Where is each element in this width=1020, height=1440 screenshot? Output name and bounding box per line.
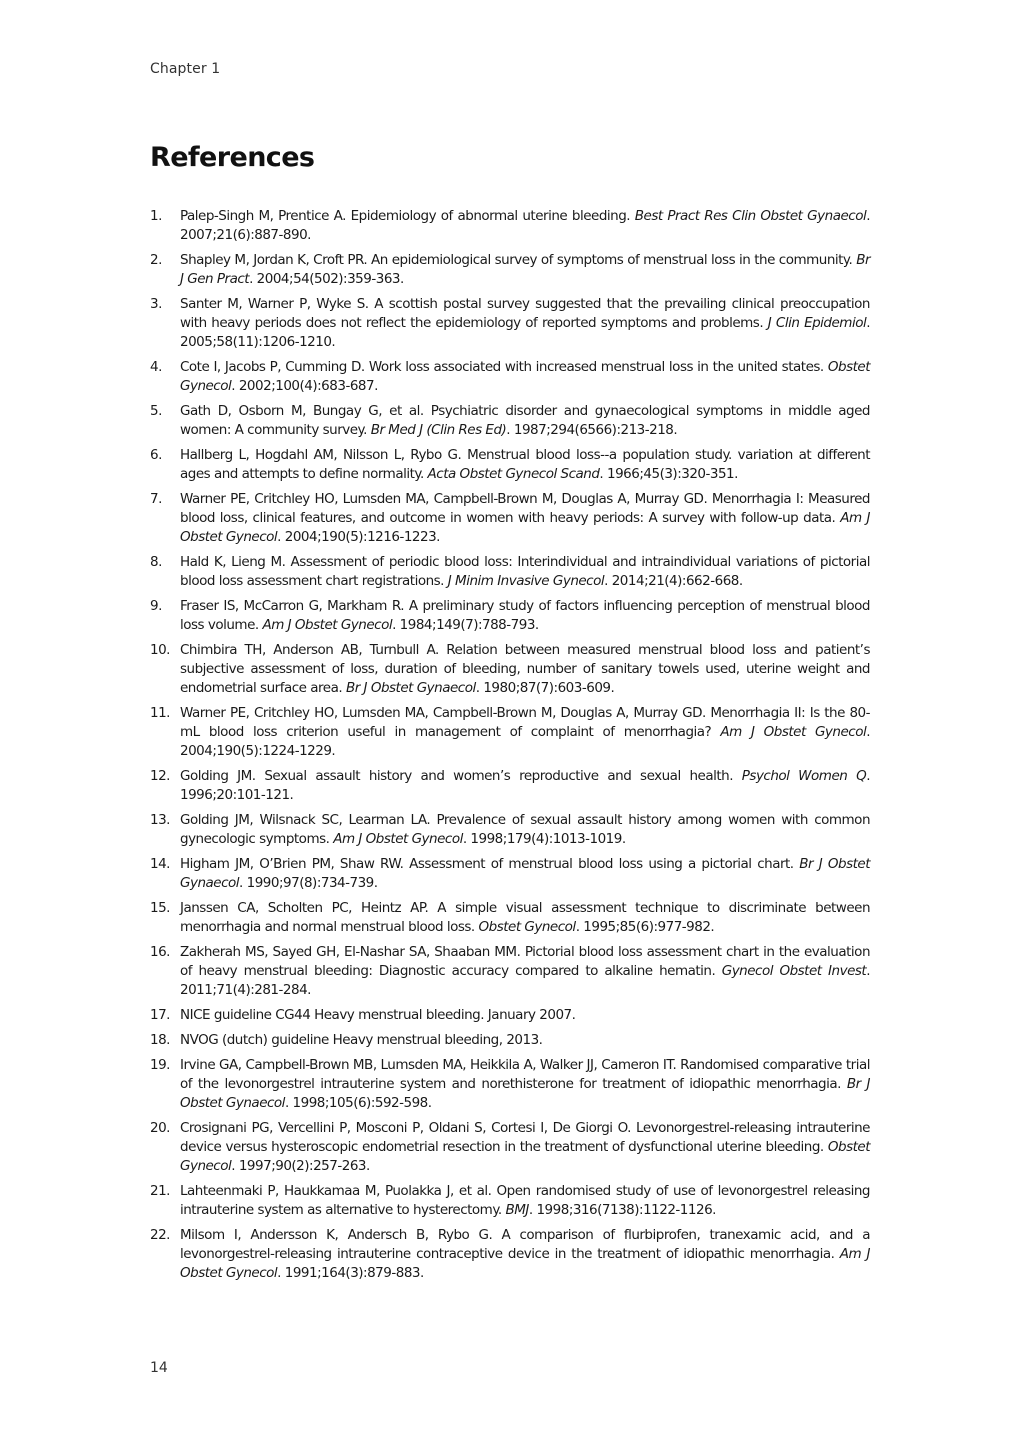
reference-text <box>180 1226 870 1283</box>
reference-text <box>180 811 870 849</box>
reference-volume-pages: . 1995;85(6):977-982. <box>575 919 715 935</box>
reference-text <box>180 490 870 547</box>
reference-citation: Golding JM, Wilsnack SC, Learman LA. Prevalence of sexual assault history among women with common gynecologic symptoms. <box>180 812 870 847</box>
reference-journal: Br J Gen Pract <box>180 252 870 287</box>
reference-text <box>180 207 870 245</box>
reference-item <box>150 597 870 635</box>
reference-number: 18. <box>150 1032 170 1048</box>
reference-number: 11. <box>150 705 170 721</box>
reference-journal: Acta Obstet Gynecol Scand <box>427 466 600 482</box>
reference-text <box>180 899 870 937</box>
reference-number: 1. <box>150 208 162 224</box>
reference-item <box>150 704 870 761</box>
reference-number: 12. <box>150 768 170 784</box>
reference-citation: NVOG (dutch) guideline Heavy menstrual bleeding, 2013. <box>180 1032 543 1048</box>
reference-text <box>180 295 870 352</box>
reference-citation: Janssen CA, Scholten PC, Heintz AP. A simple visual assessment technique to discriminate between menorrhagia and normal menstrual blood loss. <box>180 900 870 935</box>
reference-number: 13. <box>150 812 170 828</box>
reference-citation: Santer M, Warner P, Wyke S. A scottish postal survey suggested that the prevailing clinical preoccupation with heavy periods does not reflect the epidemiology of reported symptoms and problems. <box>180 296 870 331</box>
reference-volume-pages: . 1966;45(3):320-351. <box>599 466 738 482</box>
reference-text <box>180 597 870 635</box>
reference-volume-pages: . 1980;87(7):603-609. <box>475 680 615 696</box>
reference-journal: Best Pract Res Clin Obstet Gynaecol <box>634 208 867 224</box>
reference-text <box>180 358 870 396</box>
reference-volume-pages: . 1990;97(8):734-739. <box>239 875 378 891</box>
page-number: 14 <box>150 1360 168 1376</box>
reference-volume-pages: . 1998;105(6):592-598. <box>284 1095 432 1111</box>
reference-number: 2. <box>150 252 162 268</box>
reference-volume-pages: . 2014;21(4):662-668. <box>604 573 743 589</box>
reference-journal: Psychol Women Q <box>741 768 867 784</box>
reference-number: 14. <box>150 856 170 872</box>
reference-citation: Golding JM. Sexual assault history and women’s reproductive and sexual health. <box>180 768 742 784</box>
reference-volume-pages: . 1998;179(4):1013-1019. <box>462 831 626 847</box>
reference-number: 10. <box>150 642 170 658</box>
reference-journal: BMJ <box>505 1202 529 1218</box>
reference-volume-pages: . 2002;100(4):683-687. <box>231 378 378 394</box>
reference-text <box>180 1056 870 1113</box>
reference-volume-pages: . 2004;54(502):359-363. <box>249 271 404 287</box>
reference-number: 16. <box>150 944 170 960</box>
reference-journal: Gynecol Obstet Invest <box>721 963 867 979</box>
reference-number: 9. <box>150 598 162 614</box>
reference-number: 17. <box>150 1007 170 1023</box>
reference-citation: Warner PE, Critchley HO, Lumsden MA, Campbell-Brown M, Douglas A, Murray GD. Menorrhagia I: Measured blood loss, clinical features, and outcome in women with heavy periods: A survey with follow-up data. <box>180 491 870 526</box>
reference-volume-pages: . 1984;149(7):788-793. <box>392 617 539 633</box>
reference-text <box>180 767 870 805</box>
reference-volume-pages: . 2007;21(6):887-890. <box>180 208 870 243</box>
reference-journal: J Clin Epidemiol <box>767 315 867 331</box>
reference-volume-pages: . 1991;164(3):879-883. <box>277 1265 424 1281</box>
reference-text <box>180 1182 870 1220</box>
reference-journal: Am J Obstet Gynecol <box>262 617 393 633</box>
reference-number: 5. <box>150 403 162 419</box>
reference-journal: Br J Obstet Gynaecol <box>180 1076 870 1111</box>
reference-text <box>180 446 870 484</box>
reference-number: 4. <box>150 359 162 375</box>
reference-journal: Am J Obstet Gynecol <box>720 724 867 740</box>
reference-volume-pages: . 1998;316(7138):1122-1126. <box>528 1202 716 1218</box>
reference-item <box>150 641 870 698</box>
reference-item <box>150 1119 870 1176</box>
reference-number: 15. <box>150 900 170 916</box>
reference-text <box>180 943 870 1000</box>
section-title: References <box>150 142 315 173</box>
reference-journal: Am J Obstet Gynecol <box>333 831 463 847</box>
reference-item <box>150 358 870 396</box>
reference-citation: Lahteenmaki P, Haukkamaa M, Puolakka J, et al. Open randomised study of use of levonorgestrel releasing intrauterine system as alternative to hysterectomy. <box>180 1183 870 1218</box>
reference-item <box>150 402 870 440</box>
reference-citation: Warner PE, Critchley HO, Lumsden MA, Campbell-Brown M, Douglas A, Murray GD. Menorrhagia II: Is the 80-mL blood loss criterion useful in management of complaint of menorrhagia? <box>180 705 870 740</box>
reference-volume-pages: . 1987;294(6566):213-218. <box>506 422 678 438</box>
reference-item <box>150 811 870 849</box>
reference-journal: Br J Obstet Gynaecol <box>345 680 476 696</box>
reference-item <box>150 943 870 1000</box>
reference-list <box>150 207 870 1289</box>
reference-journal: Obstet Gynecol <box>180 359 870 394</box>
reference-number: 8. <box>150 554 162 570</box>
reference-journal: J Minim Invasive Gynecol <box>447 573 605 589</box>
reference-item <box>150 1182 870 1220</box>
reference-citation: Fraser IS, McCarron G, Markham R. A preliminary study of factors influencing perception of menstrual blood loss volume. <box>180 598 870 633</box>
running-head: Chapter 1 <box>150 61 221 77</box>
reference-citation: Milsom I, Andersson K, Andersch B, Rybo G. A comparison of flurbiprofen, tranexamic acid, and a levonorgestrel-releasing intrauterine contraceptive device in the treatment of idiopathic menorrhagia. <box>180 1227 870 1262</box>
reference-citation: Chimbira TH, Anderson AB, Turnbull A. Relation between measured menstrual blood loss and patient’s subjective assessment of loss, duration of bleeding, number of sanitary towels used, uterine weight and endometrial surface area. <box>180 642 870 696</box>
reference-journal: Am J Obstet Gynecol <box>180 510 870 545</box>
reference-text <box>180 402 870 440</box>
reference-item <box>150 490 870 547</box>
reference-item <box>150 1006 870 1025</box>
reference-item <box>150 767 870 805</box>
reference-number: 21. <box>150 1183 170 1199</box>
reference-citation: Shapley M, Jordan K, Croft PR. An epidemiological survey of symptoms of menstrual loss in the community. <box>180 252 857 268</box>
reference-item <box>150 446 870 484</box>
reference-journal: Br Med J (Clin Res Ed) <box>370 422 507 438</box>
reference-citation: Irvine GA, Campbell-Brown MB, Lumsden MA, Heikkila A, Walker JJ, Cameron IT. Randomised comparative trial of the levonorgestrel intrauterine system and norethisterone for treatment of idiopathic menorrhagia. <box>180 1057 870 1092</box>
reference-journal: Am J Obstet Gynecol <box>180 1246 870 1281</box>
reference-item <box>150 553 870 591</box>
reference-number: 19. <box>150 1057 170 1073</box>
reference-citation: Gath D, Osborn M, Bungay G, et al. Psychiatric disorder and gynaecological symptoms in middle aged women: A community survey. <box>180 403 870 438</box>
reference-citation: Hallberg L, Hogdahl AM, Nilsson L, Rybo G. Menstrual blood loss--a population study. variation at different ages and attempts to define normality. <box>180 447 870 482</box>
reference-item <box>150 1056 870 1113</box>
reference-citation: Cote I, Jacobs P, Cumming D. Work loss associated with increased menstrual loss in the united states. <box>180 359 828 375</box>
reference-number: 22. <box>150 1227 170 1243</box>
reference-number: 6. <box>150 447 162 463</box>
reference-text <box>180 704 870 761</box>
reference-text <box>180 641 870 698</box>
reference-volume-pages: . 1997;90(2):257-263. <box>231 1158 370 1174</box>
reference-journal: Obstet Gynecol <box>478 919 576 935</box>
reference-volume-pages: . 1996;20:101-121. <box>180 768 870 803</box>
reference-item <box>150 207 870 245</box>
reference-journal: Br J Obstet Gynaecol <box>180 856 871 891</box>
reference-volume-pages: . 2004;190(5):1216-1223. <box>277 529 440 545</box>
reference-citation: Hald K, Lieng M. Assessment of periodic blood loss: Interindividual and intraindividual variations of pictorial blood loss assessment chart registrations. <box>180 554 870 589</box>
reference-item <box>150 855 870 893</box>
reference-volume-pages: . 2004;190(5):1224-1229. <box>180 724 871 759</box>
reference-text <box>180 1006 870 1025</box>
reference-citation: Zakherah MS, Sayed GH, El-Nashar SA, Shaaban MM. Pictorial blood loss assessment chart in the evaluation of heavy menstrual bleeding: Diagnostic accuracy compared to alkaline hematin. <box>180 944 870 979</box>
reference-citation: NICE guideline CG44 Heavy menstrual bleeding. January 2007. <box>180 1007 576 1023</box>
reference-item <box>150 1031 870 1050</box>
reference-text <box>180 1119 870 1176</box>
reference-number: 20. <box>150 1120 170 1136</box>
reference-text <box>180 1031 870 1050</box>
reference-item <box>150 1226 870 1283</box>
reference-number: 7. <box>150 491 162 507</box>
reference-journal: Obstet Gynecol <box>180 1139 870 1174</box>
reference-text <box>180 251 870 289</box>
reference-number: 3. <box>150 296 162 312</box>
reference-item <box>150 295 870 352</box>
reference-item <box>150 899 870 937</box>
reference-volume-pages: . 2011;71(4):281-284. <box>180 963 871 998</box>
reference-item <box>150 251 870 289</box>
reference-text <box>180 855 870 893</box>
reference-citation: Crosignani PG, Vercellini P, Mosconi P, Oldani S, Cortesi I, De Giorgi O. Levonorgestrel-releasing intrauterine device versus hysteroscopic endometrial resection in the treatment of dysfunctional uterine bleeding. <box>180 1120 870 1155</box>
reference-text <box>180 553 870 591</box>
reference-citation: Higham JM, O’Brien PM, Shaw RW. Assessment of menstrual blood loss using a pictorial chart. <box>180 856 800 872</box>
reference-volume-pages: . 2005;58(11):1206-1210. <box>180 315 870 350</box>
reference-citation: Palep-Singh M, Prentice A. Epidemiology of abnormal uterine bleeding. <box>180 208 635 224</box>
